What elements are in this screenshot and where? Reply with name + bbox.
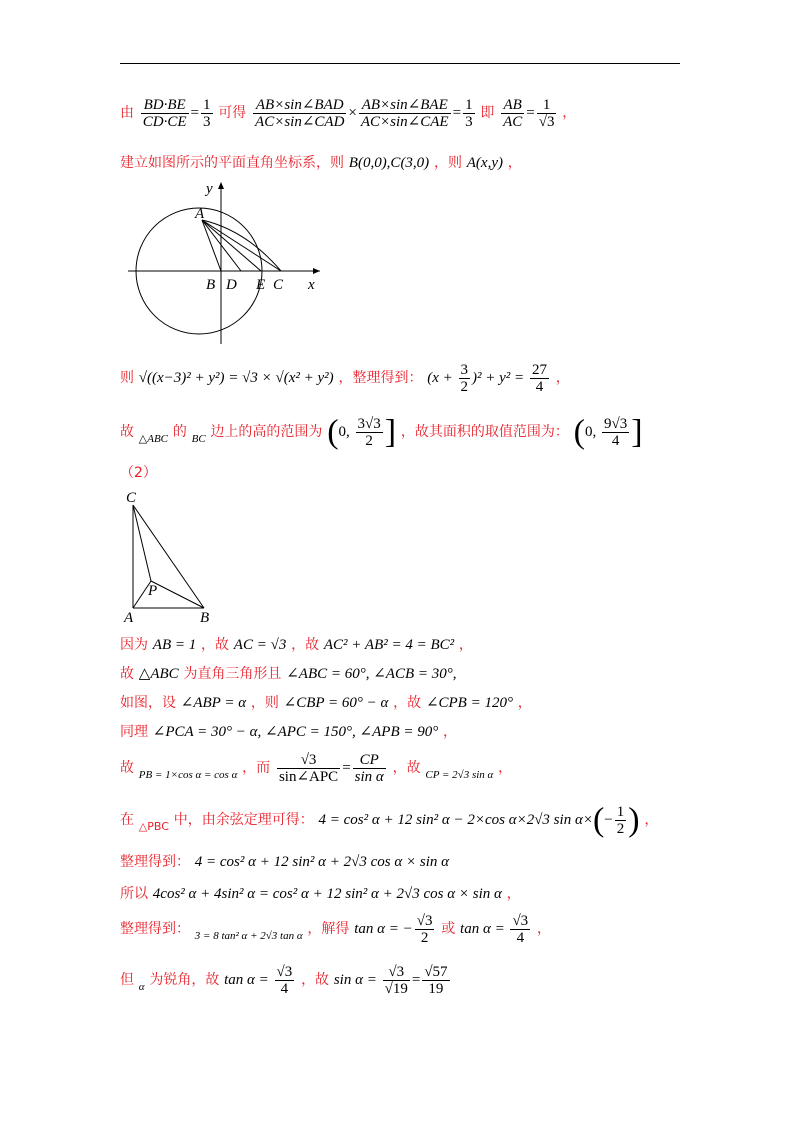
text: 为锐角，故 (149, 971, 220, 988)
math-part: = (342, 759, 351, 776)
math-part: ) (628, 801, 640, 839)
text: 如图，设 (120, 695, 176, 711)
math-expression: AB = 1 (152, 637, 197, 653)
math-part (151, 581, 204, 608)
point-label-b: B (200, 610, 210, 624)
line-11 (120, 801, 659, 839)
math-part: √3 (383, 964, 410, 981)
header-rule (120, 63, 680, 64)
math-part: 1 (465, 97, 473, 113)
text: ，则 (433, 155, 462, 171)
math-part: AC×sin∠CAD (255, 114, 345, 130)
text: ，故 (393, 695, 422, 711)
math-part: AC×sin∠CAE (360, 114, 449, 130)
point-label-d: D (226, 277, 237, 293)
math-part: 2 (365, 433, 373, 449)
math-part: )² + y² = (472, 369, 528, 386)
line-10 (120, 752, 512, 785)
math-part: 9√3 (604, 416, 628, 432)
math-part: 3 (203, 114, 211, 130)
text: ， (562, 104, 577, 121)
fraction (383, 964, 410, 997)
math-expression (251, 97, 480, 130)
text: 故 (120, 666, 134, 682)
y-axis-label: y (206, 181, 213, 197)
math-part: × (348, 104, 357, 121)
text: ， (555, 369, 570, 386)
text: ，故 (201, 637, 230, 653)
math-part: 3 (465, 114, 473, 130)
math-part: √3 (276, 964, 293, 980)
math-part: BD·BE (141, 97, 189, 114)
line-9 (120, 721, 457, 741)
math-expression (427, 362, 551, 395)
line-3 (120, 362, 570, 395)
math-expression: 4cos² α + 4sin² α = cos² α + 12 sin² α + 2√3 cos α × sin α (152, 886, 502, 902)
math-part: √3 (416, 913, 433, 929)
math-expression: B(0,0),C(3,0) (348, 155, 430, 171)
math-expression: ∠CBP = 60° − α (283, 695, 389, 711)
math-part: 2 (420, 930, 429, 946)
math-part: √3 (277, 752, 340, 769)
math-expression (333, 964, 452, 997)
text: ， (507, 155, 522, 171)
math-part: 1 (203, 97, 211, 113)
text: 所以 (120, 886, 148, 902)
text: 可得 (218, 104, 247, 121)
fraction (422, 964, 449, 997)
math-expression: AC² + AB² = 4 = BC² (323, 637, 455, 653)
line-6 (120, 634, 473, 654)
fraction (602, 416, 629, 449)
math-expression (275, 752, 388, 785)
text: ， (498, 759, 513, 776)
math-expression: A(x,y) (466, 155, 503, 171)
text: ，而 (242, 759, 271, 776)
fraction (359, 97, 451, 130)
text: ，则 (250, 695, 279, 711)
math-part: ] (631, 413, 643, 451)
math-expression: △ABC (138, 432, 169, 445)
math-part: 4 (280, 981, 289, 997)
math-expression: PB = 1×cos α = cos α (138, 768, 238, 781)
line-5 (120, 462, 157, 482)
point-label-a: A (195, 206, 205, 222)
math-part: AB×sin∠BAD (253, 97, 346, 114)
math-expression: CP = 2√3 sin α (425, 768, 494, 781)
text: ， (458, 637, 473, 653)
text: 或 (441, 920, 456, 937)
text: 则 (120, 369, 134, 386)
math-part: AC (503, 114, 523, 130)
math-part: = (452, 104, 462, 121)
math-expression (573, 413, 643, 451)
text: 因为 (120, 637, 148, 653)
text: ， (443, 724, 458, 740)
math-expression (327, 413, 397, 451)
fraction (530, 362, 549, 395)
math-part: √3 (538, 114, 555, 130)
math-part: sin α (354, 769, 384, 785)
text: （2） (120, 465, 157, 481)
math-expression: √((x−3)² + y²) = √3 × √(x² + y²) (138, 369, 334, 386)
math-part: CD·CE (142, 114, 187, 130)
math-expression: 3 = 8 tan² α + 2√3 tan α (194, 929, 303, 942)
text: ， (536, 920, 551, 937)
math-part: 4 (516, 930, 525, 946)
point-label-c: C (126, 490, 137, 506)
text: 边上的高的范围为 (210, 423, 323, 440)
math-part: ( (573, 413, 585, 451)
math-part: √3 (512, 913, 529, 929)
fraction (141, 97, 189, 130)
text: △PBC (138, 819, 169, 833)
text: 为直角三角形且 (183, 666, 282, 682)
fraction (459, 362, 471, 395)
math-part (218, 182, 224, 189)
line-13 (120, 883, 521, 903)
math-part: = (411, 971, 421, 988)
math-part: 4 (611, 433, 620, 449)
text: 在 (120, 811, 134, 828)
text: 的 (172, 423, 187, 440)
math-part: √57 (424, 964, 448, 980)
text: 整理得到： (120, 854, 190, 870)
math-part: √19 (384, 981, 408, 997)
math-expression: ∠CPB = 120° (425, 695, 513, 711)
line-8 (120, 692, 532, 712)
math-part: 1 (616, 804, 625, 820)
fraction (201, 97, 213, 130)
math-part: = (190, 104, 200, 121)
text: 同理 (120, 724, 148, 740)
math-part: − (604, 811, 613, 828)
math-expression: BC (191, 432, 206, 445)
text: 故 (120, 759, 134, 776)
math-part: tan α = (460, 920, 509, 937)
text: 整理得到： (120, 920, 190, 937)
line-14 (120, 913, 551, 946)
math-expression (499, 97, 562, 130)
math-part: AB (501, 97, 524, 114)
text: 但 (120, 971, 134, 988)
math-part (202, 220, 261, 271)
line-12 (120, 851, 449, 871)
text: ， (517, 695, 532, 711)
line-7 (120, 663, 457, 683)
line-4 (120, 413, 643, 451)
math-part: 2 (616, 821, 625, 837)
math-part: CP (353, 752, 386, 769)
math-part: 3√3 (357, 416, 381, 432)
math-part: 0, (338, 423, 354, 440)
math-expression: 4 = cos² α + 12 sin² α + 2√3 cos α × sin α (194, 854, 449, 870)
math-part: ( (592, 801, 605, 839)
point-label-b: B (206, 277, 216, 293)
text: ，解得 (307, 920, 350, 937)
coordinate-figure (118, 178, 328, 348)
text: ，故其面积的取值范围为： (400, 423, 569, 440)
math-part (202, 220, 281, 271)
point-label-p: P (148, 583, 158, 599)
math-part: 4 (535, 379, 544, 395)
text: ，故 (301, 971, 330, 988)
fraction (275, 964, 295, 997)
point-label-e: E (256, 277, 266, 293)
math-expression (318, 801, 640, 839)
fraction (615, 804, 627, 837)
math-part: 1 (537, 97, 557, 114)
line-1 (120, 97, 576, 130)
fraction (510, 913, 530, 946)
math-part (133, 505, 151, 581)
line-2 (120, 152, 522, 172)
text: ，整理得到： (338, 369, 423, 386)
math-part: 3 (460, 362, 469, 378)
math-part: 0, (585, 423, 600, 440)
math-expression: α (138, 980, 145, 993)
math-expression (354, 913, 436, 946)
math-part: sin α = (333, 971, 381, 988)
fraction (537, 97, 557, 130)
line-15 (120, 964, 452, 997)
triangle-figure (118, 488, 218, 624)
math-part: 27 (531, 362, 547, 378)
fraction (353, 752, 386, 785)
text: 建立如图所示的平面直角坐标系，则 (120, 155, 344, 171)
math-expression: △ABC (138, 666, 179, 682)
point-label-a: A (124, 610, 134, 624)
fraction (277, 752, 340, 785)
math-part: 4 = cos² α + 12 sin² α − 2×cos α×2√3 sin α× (318, 811, 593, 828)
fraction (356, 416, 383, 449)
point-label-c: C (273, 277, 284, 293)
math-part: tan α = (224, 971, 273, 988)
math-part: = (526, 104, 535, 121)
text: ，故 (392, 759, 421, 776)
fraction (501, 97, 524, 130)
math-expression: ∠ABP = α (180, 695, 247, 711)
text: ，故 (291, 637, 320, 653)
text: ， (506, 886, 521, 902)
math-part: 2 (460, 379, 469, 395)
math-part (313, 268, 320, 274)
math-part: ] (384, 413, 397, 451)
text: 故 (120, 423, 134, 440)
math-part: AB×sin∠BAE (359, 97, 451, 114)
fraction (253, 97, 346, 130)
fraction (463, 97, 475, 130)
math-part: tan α = − (354, 920, 413, 937)
math-part: (x + (427, 369, 457, 386)
fraction (415, 913, 435, 946)
text: ， (644, 811, 659, 828)
math-expression: AC = √3 (233, 637, 287, 653)
math-expression: ∠ABC = 60°, ∠ACB = 30°, (286, 666, 457, 682)
math-expression (224, 964, 296, 997)
text: 中，由余弦定理可得： (173, 811, 314, 828)
math-part: ( (327, 413, 339, 451)
math-part: sin∠APC (278, 769, 339, 785)
text: 由 (120, 104, 134, 121)
math-expression: ∠PCA = 30° − α, ∠APC = 150°, ∠APB = 90° (152, 724, 439, 740)
math-part: 19 (428, 981, 444, 997)
text: 即 (480, 104, 495, 121)
x-axis-label: x (308, 277, 315, 293)
math-expression (460, 913, 532, 946)
